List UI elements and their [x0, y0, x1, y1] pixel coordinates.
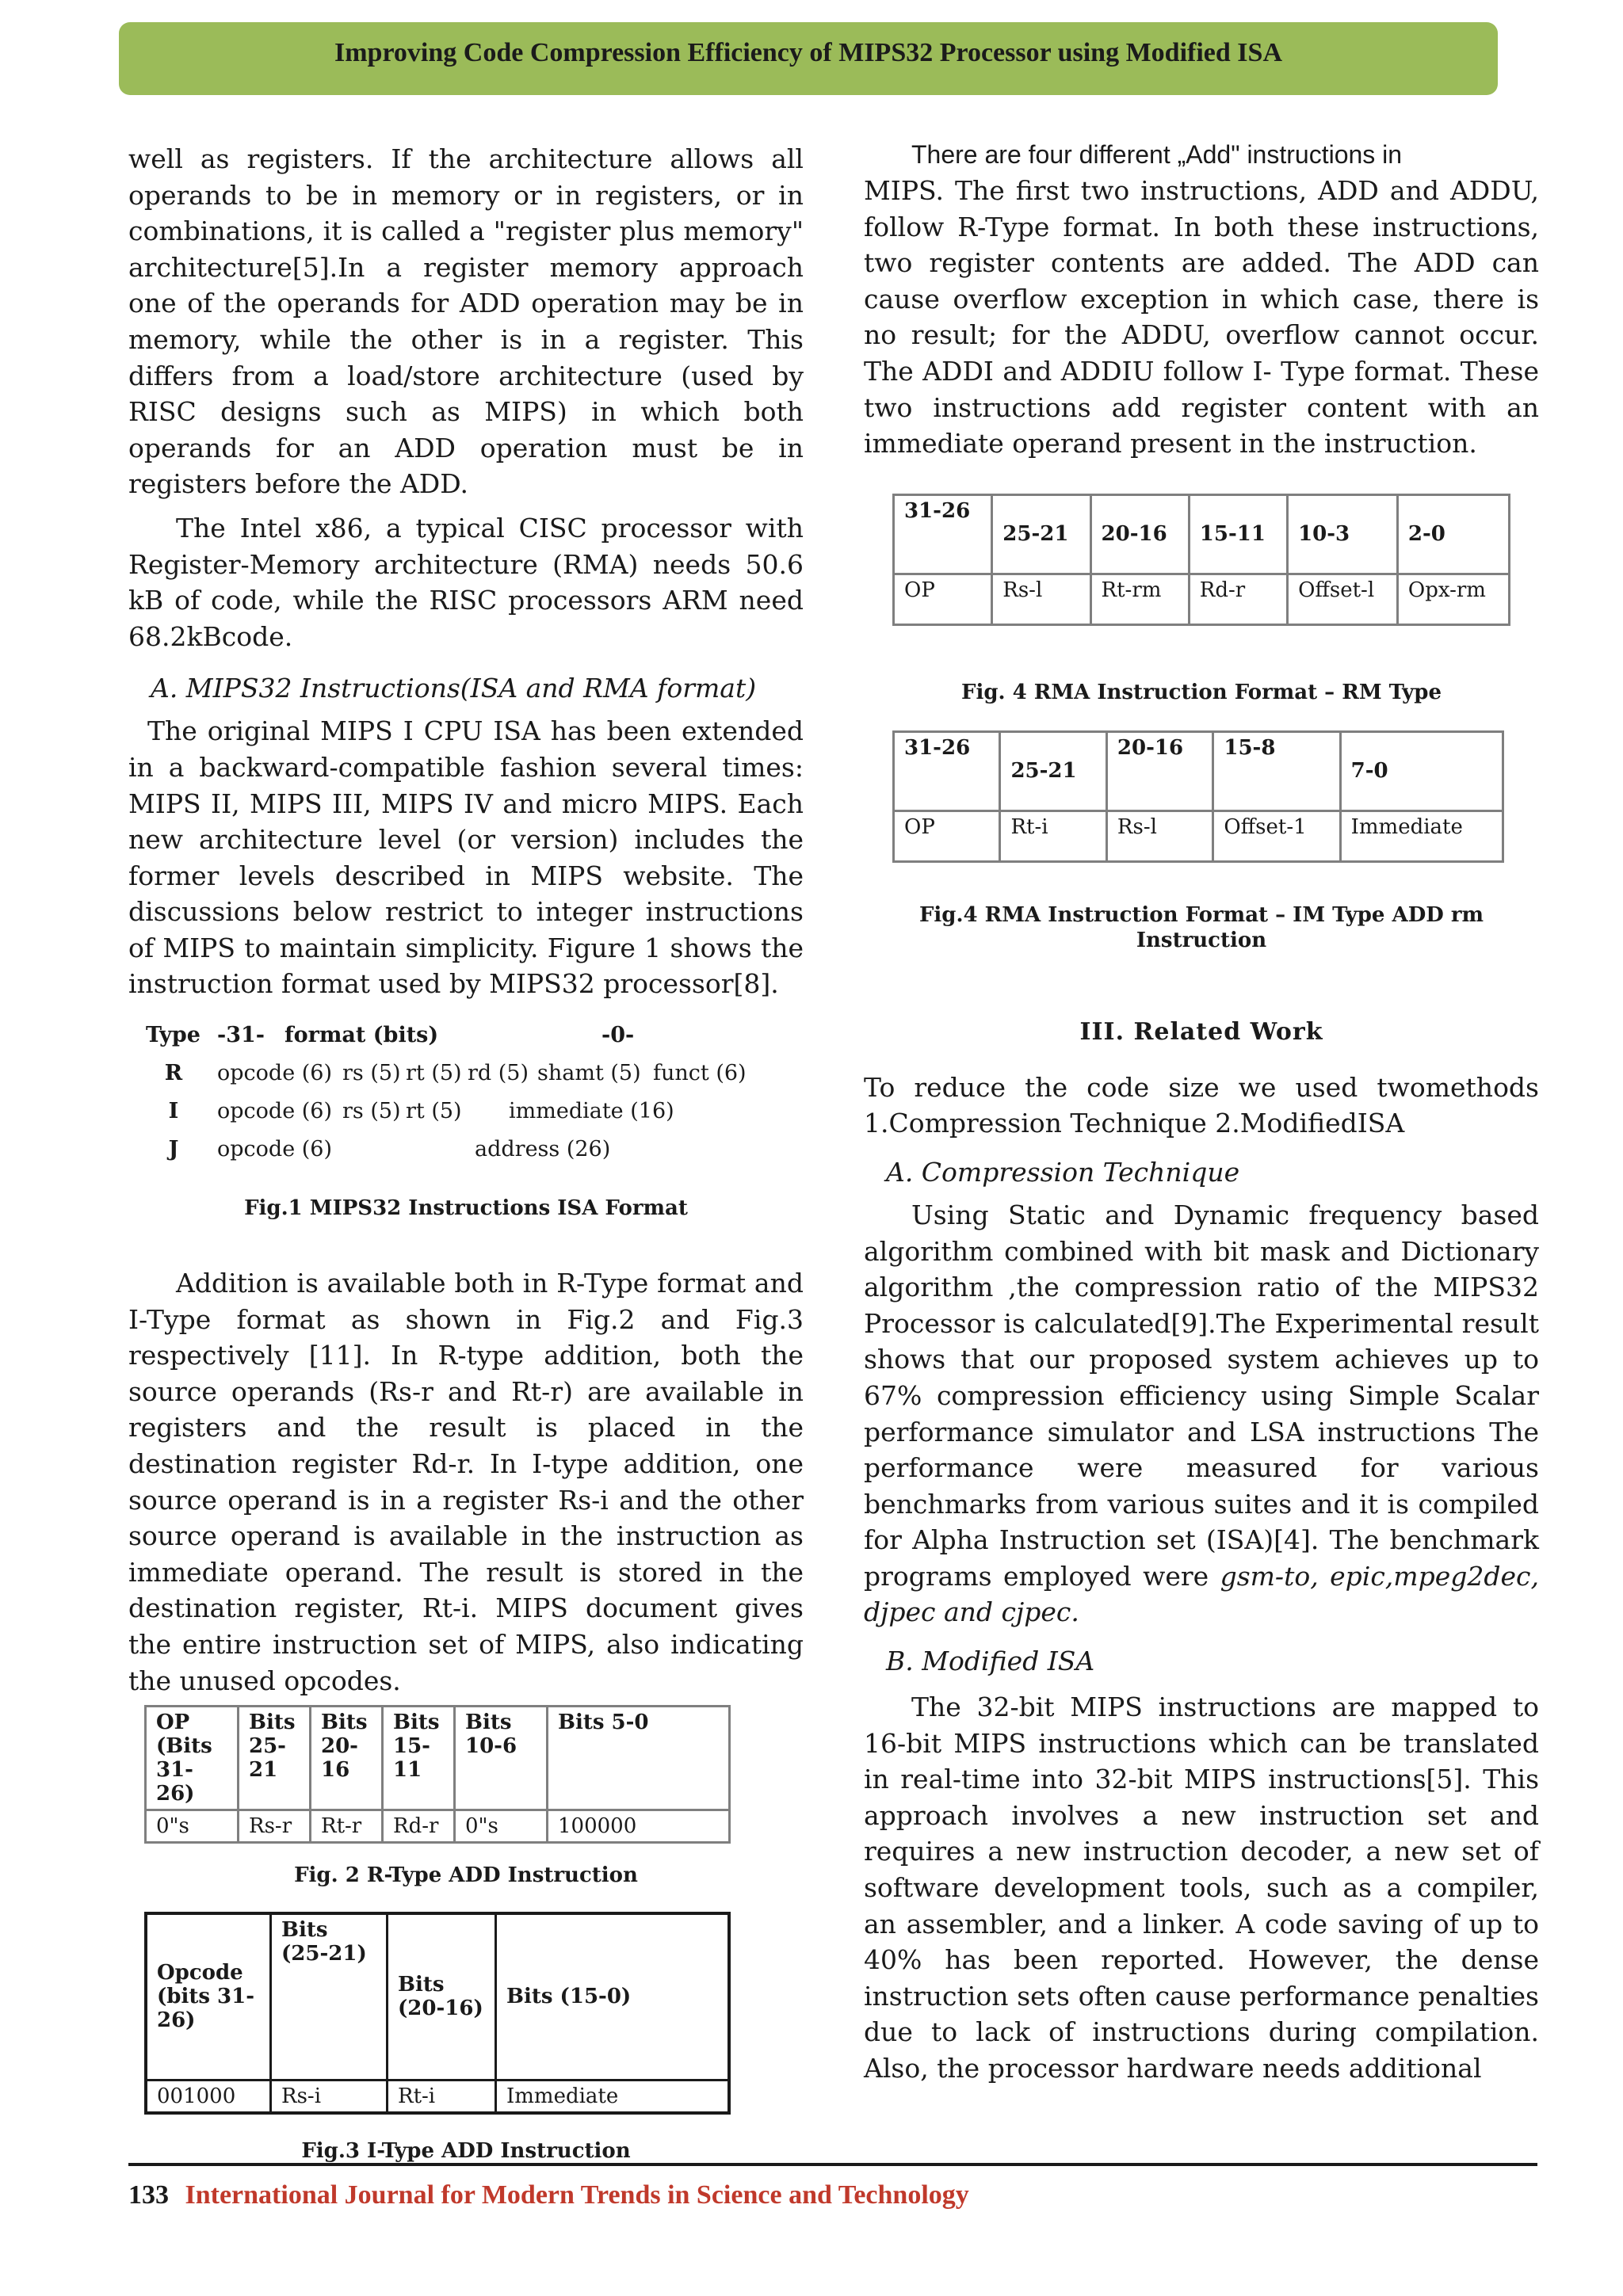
paragraph: Addition is available both in R-Type format and I-Type format as shown in Fig.2 and Fig.3 respectively [11]. In R-type addition, both the source operands (Rs-r and Rt-r) are available in registers and the result is placed in the destination register Rd-r. In I-type addition, one source operand is in a register Rs-i and the other source operand is available in the instruction as immediate operand. The result is stored in the destination register, Rt-i. MIPS document gives the entire instruction set of MIPS, also indicating the unused opcodes. [128, 1268, 804, 1696]
table-header-cell: 7-0 [1340, 731, 1503, 810]
table-header-cell: Bits (25-21) [271, 1913, 388, 2080]
table-cell: Rt-rm [1090, 574, 1189, 624]
section-heading: B. Modified ISA [886, 1646, 1095, 1677]
isa-field: rs (5) [342, 1061, 401, 1086]
table-header-cell: 20-16 [1090, 494, 1189, 574]
im-type-table [892, 730, 1504, 863]
section-heading: A. MIPS32 Instructions(ISA and RMA format) [151, 673, 757, 704]
isa-field: opcode (6) [217, 1137, 333, 1162]
isa-field: immediate (16) [509, 1099, 674, 1124]
figure-caption: Fig. 2 R-Type ADD Instruction [294, 1863, 638, 1888]
table-cell: Rd-r [1189, 574, 1287, 624]
paragraph: well as registers. If the architecture allows all operands to be in memory or in registers, or in combinations, it is called a "register plus memory" architecture[5].In a register memory approach one of the operands for ADD operation may be in memory, while the other is in a register. This differs from a load/store architecture (used by RISC designs such as MIPS) in which both operands for an ADD operation must be in registers before the ADD. [128, 143, 804, 500]
right-column [864, 136, 1539, 2087]
section-heading: A. Compression Technique [886, 1156, 1240, 1188]
isa-field: address (26) [475, 1137, 611, 1162]
table-cell: Rs-l [992, 574, 1090, 624]
i-type-table [144, 1912, 731, 2115]
table-header-cell: Bits (20-16) [388, 1913, 496, 2080]
isa-bits-header: -31- [217, 1023, 265, 1048]
footer-rule [128, 2163, 1537, 2166]
isa-type-header: Type [146, 1023, 200, 1048]
r-type-table [144, 1705, 731, 1844]
figure-caption: Fig. 4 RMA Instruction Format – RM Type [960, 680, 1442, 704]
table-header-cell: 2-0 [1397, 494, 1509, 574]
table-header-cell: 25-21 [992, 494, 1090, 574]
paragraph: The original MIPS I CPU ISA has been extended in a backward-compatible fashion several times: MIPS II, MIPS III, MIPS IV and micro MIPS. Each new architecture level (or version) includes the former levels described in MIPS website. The discussions below restrict to integer instructions of MIPS to maintain simplicity. Figure 1 shows the instruction format used by MIPS32 processor[8]. [128, 715, 804, 1000]
isa-field: shamt (5) [537, 1061, 641, 1086]
isa-type: J [168, 1137, 179, 1162]
table-cell: 0"s [146, 1810, 239, 1843]
paragraph: The Intel x86, a typical CISC processor with Register-Memory architecture (RMA) needs 50.6 kB of code, while the RISC processors ARM need 68.2kBcode. [128, 512, 804, 652]
figure-caption: Fig.3 I-Type ADD Instruction [301, 2138, 631, 2163]
table-cell: OP [894, 574, 992, 624]
isa-field: rt (5) [406, 1099, 462, 1124]
isa-field: opcode (6) [217, 1061, 333, 1086]
table-header-cell: Bits 20-16 [311, 1707, 383, 1810]
table-header-cell: Bits 5-0 [548, 1707, 730, 1810]
paragraph [864, 1197, 1539, 1630]
table-cell: 100000 [548, 1810, 730, 1843]
table-header-cell: 25-21 [1000, 731, 1106, 810]
isa-zero-header: -0- [601, 1023, 635, 1048]
table-cell: 001000 [146, 2080, 271, 2113]
isa-field: rt (5) [406, 1061, 462, 1086]
isa-format-figure [146, 1016, 804, 1169]
paragraph: The 32-bit MIPS instructions are mapped to 16-bit MIPS instructions which can be translated in real-time into 32-bit MIPS instructions[5]. This approach involves a new instruction set and requires a new instruction decoder, a new set of software development tools, such as a compiler, an assembler, and a linker. A code saving of up to 40% has been reported. However, the dense instruction sets often cause performance penalties due to lack of instructions during compilation. Also, the processor hardware needs additional [864, 1691, 1539, 2084]
table-header-cell: 31-26 [894, 494, 992, 574]
table-cell: Opx-rm [1397, 574, 1509, 624]
table-cell: Immediate [1340, 810, 1503, 861]
table-header-cell: 20-16 [1106, 731, 1212, 810]
isa-type: R [164, 1061, 183, 1086]
header-band [119, 22, 1498, 95]
table-cell: Rd-r [383, 1810, 455, 1843]
rm-type-table [892, 494, 1510, 626]
table-header-cell: 15-8 [1213, 731, 1340, 810]
isa-field: rs (5) [342, 1099, 401, 1124]
table-cell: OP [894, 810, 1000, 861]
table-cell: 0"s [455, 1810, 548, 1843]
table-header-cell: Bits 15-11 [383, 1707, 455, 1810]
isa-field: funct (6) [653, 1061, 747, 1086]
table-header-cell: Opcode (bits 31-26) [146, 1913, 271, 2080]
table-cell: Offset-1 [1213, 810, 1340, 861]
figure-caption: Fig.4 RMA Instruction Format – IM Type ADD rm Instruction [918, 902, 1484, 952]
page-number: 133 [128, 2180, 169, 2210]
paragraph-text: Using Static and Dynamic frequency based algorithm combined with bit mask and Dictionary algorithm ,the compression ratio of the MIPS32 Processor is calculated[9].The Experimental result shows that our proposed system achieves up to 67% compression efficiency using Simple Scalar performance simulator and LSA instructions The performance were measured for various benchmarks from various suites and it is compiled for Alpha Instruction set (ISA)[4]. The benchmark programs employed were [864, 1199, 1539, 1592]
table-header-cell: 10-3 [1288, 494, 1398, 574]
table-header-cell: 15-11 [1189, 494, 1287, 574]
isa-field: opcode (6) [217, 1099, 333, 1124]
table-header-cell: Bits 25-21 [239, 1707, 311, 1810]
table-header-cell: Bits (15-0) [496, 1913, 730, 2080]
benchmark-list: gsm-to, epic,mpeg2dec, djpec and cjpec. [864, 1560, 1539, 1628]
paragraph: To reduce the code size we used twomethods 1.Compression Technique 2.ModifiedISA [864, 1071, 1539, 1139]
table-header-cell: 31-26 [894, 731, 1000, 810]
running-title: Improving Code Compression Efficiency of MIPS32 Processor using Modified ISA [334, 38, 1282, 67]
table-cell: Rt-r [311, 1810, 383, 1843]
table-cell: Rt-i [388, 2080, 496, 2113]
table-cell: Rs-i [271, 2080, 388, 2113]
paragraph: MIPS. The first two instructions, ADD and ADDU, follow R-Type format. In both these instructions, two register contents are added. The ADD can cause overflow exception in which case, there is no result; for the ADDU, overflow cannot occur. The ADDI and ADDIU follow I- Type format. These two instructions add register content with an immediate operand present in the instruction. [864, 175, 1539, 460]
paragraph-first-line: There are four different „Add" instructions in [911, 140, 1403, 169]
isa-type: I [168, 1099, 179, 1124]
table-cell: Immediate [496, 2080, 730, 2113]
table-header-cell: Bits 10-6 [455, 1707, 548, 1810]
table-cell: Offset-l [1288, 574, 1398, 624]
figure-caption: Fig.1 MIPS32 Instructions ISA Format [244, 1196, 688, 1221]
isa-field: rd (5) [468, 1061, 529, 1086]
table-cell: Rt-i [1000, 810, 1106, 861]
journal-name: International Journal for Modern Trends in Science and Technology [185, 2180, 969, 2210]
isa-format-header: format (bits) [285, 1023, 439, 1048]
table-cell: Rs-r [239, 1810, 311, 1843]
table-cell: Rs-l [1106, 810, 1212, 861]
footer [128, 2180, 969, 2210]
table-header-cell: OP (Bits 31-26) [146, 1707, 239, 1810]
left-column [128, 141, 804, 2164]
section-heading: III. Related Work [1079, 1017, 1323, 1046]
